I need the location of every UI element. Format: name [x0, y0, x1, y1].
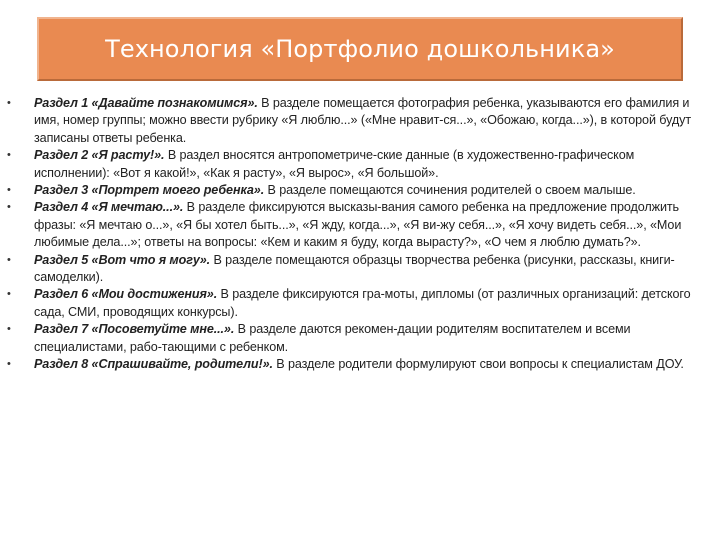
list-item-section-5 — [0, 252, 720, 287]
bullet-icon: • — [7, 288, 11, 301]
list-item-section-2 — [0, 147, 720, 182]
list-item-section-7 — [0, 321, 720, 356]
section-list — [0, 95, 720, 374]
title-banner — [37, 17, 683, 81]
bullet-icon: • — [7, 201, 11, 214]
section-text: В разделе фиксируются высказы-вания самого ребенка на предложение продолжить фразы: «Я мечтаю о...», «Я бы хотел быть...», «Я жду, когда...», «Я ви-жу себя...», «Я хочу видеть себя...», «Мои любимые дела...»; ответы на вопросы: «Кем и каким я буду, когда вырасту?», «О чем я люблю думать?». — [34, 200, 682, 250]
section-name: Раздел 1 «Давайте познакомимся». — [34, 96, 258, 110]
list-item-section-3 — [0, 182, 720, 199]
section-name: Раздел 6 «Мои достижения». — [34, 287, 218, 302]
section-name: Раздел 2 «Я расту!». — [34, 148, 165, 163]
section-text: В разделе даются рекомен-дации родителям воспитателем и всеми специалистами, рабо-тающими с ребенком. — [34, 322, 631, 354]
bullet-icon: • — [7, 358, 11, 371]
section-text: В разделе родители формулируют свои вопросы к специалистам ДОУ. — [272, 357, 684, 372]
list-item-section-1 — [0, 95, 720, 147]
section-text: В разделе фиксируются гра-моты, дипломы (от различных организаций: детского сада, СМИ, проводящих конкурсы). — [34, 287, 691, 319]
bullet-icon: • — [7, 323, 11, 336]
section-name: Раздел 3 «Портрет моего ребенка». — [34, 183, 265, 198]
list-item-section-4 — [0, 199, 720, 251]
list-item-section-6 — [0, 286, 720, 321]
bullet-icon: • — [7, 97, 11, 109]
slide-title: Технология «Портфолио дошкольника» — [105, 35, 615, 63]
bullet-icon: • — [7, 253, 11, 266]
section-name: Раздел 8 «Спрашивайте, родители!». — [34, 357, 273, 372]
section-text: В разделе помещаются сочинения родителей о своем малыше. — [264, 183, 636, 198]
section-text: В раздел вносятся антропометриче-ские данные (в художественно-графическом исполнении): «Вот я какой!», «Как я расту», «Я вырос», «Я большой». — [34, 148, 635, 180]
bullet-icon: • — [7, 184, 11, 197]
section-name: Раздел 5 «Вот что я могу». — [34, 252, 211, 267]
section-name: Раздел 7 «Посоветуйте мне...». — [34, 322, 235, 337]
section-text: В разделе помещаются образцы творчества ребенка (рисунки, рассказы, книги-самоделки). — [34, 252, 675, 285]
bullet-icon: • — [7, 149, 11, 162]
list-item-section-8 — [0, 356, 720, 373]
section-name: Раздел 4 «Я мечтаю...». — [34, 200, 184, 215]
section-text: В разделе помещается фотография ребенка, указываются его фамилия и имя, номер группы; можно ввести рубрику «Я люблю...» («Мне нравит-ся...», «Обожаю, когда...»), в которой будут записаны ответы ребенка. — [34, 96, 692, 145]
